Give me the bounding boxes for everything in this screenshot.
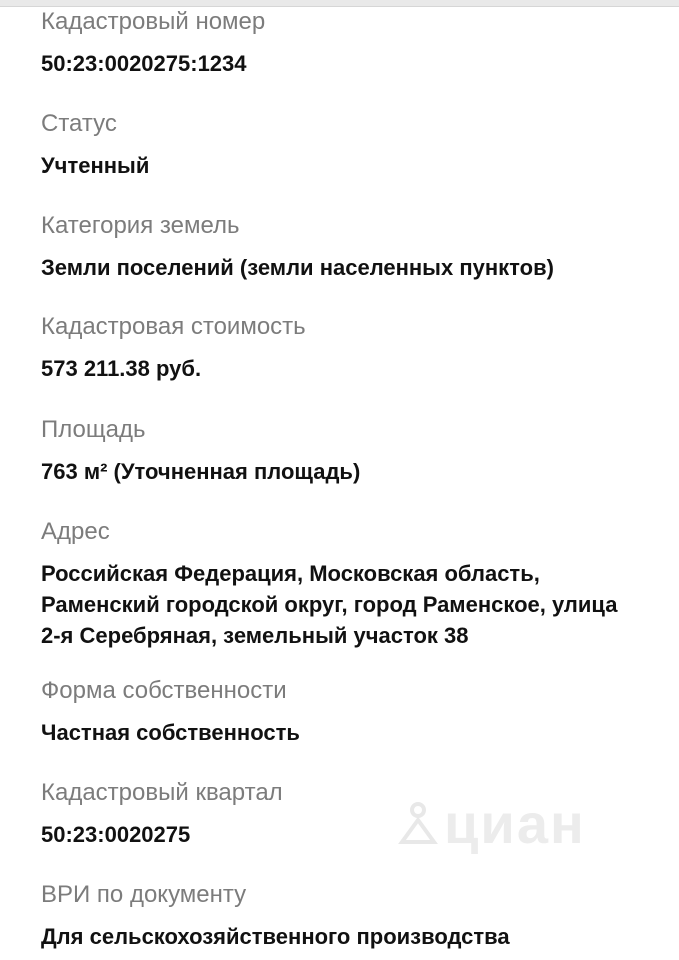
field-value: 50:23:0020275 bbox=[41, 822, 191, 847]
field-area bbox=[41, 416, 659, 487]
field-cadastral-quarter bbox=[41, 779, 659, 850]
watermark-text: циан bbox=[444, 792, 586, 855]
field-value: 50:23:0020275:1234 bbox=[41, 51, 247, 76]
field-label: Адрес bbox=[41, 518, 110, 545]
field-label: Кадастровый квартал bbox=[41, 779, 283, 806]
field-value: Частная собственность bbox=[41, 720, 300, 745]
field-address bbox=[41, 518, 659, 651]
field-label: Категория земель bbox=[41, 212, 240, 239]
field-label: Статус bbox=[41, 110, 117, 137]
field-label: Площадь bbox=[41, 416, 146, 443]
field-label: ВРИ по документу bbox=[41, 881, 247, 908]
field-value: 573 211.38 руб. bbox=[41, 356, 202, 381]
field-land-category bbox=[41, 212, 659, 283]
field-status bbox=[41, 110, 659, 181]
field-value: Земли поселений (земли населенных пунктов) bbox=[41, 255, 554, 280]
field-label: Кадастровый номер bbox=[41, 8, 266, 35]
field-value: Для сельскохозяйственного производства bbox=[41, 924, 510, 949]
field-permitted-use bbox=[41, 881, 659, 952]
field-cadastral-value bbox=[41, 313, 659, 384]
field-ownership-form bbox=[41, 677, 659, 748]
top-divider bbox=[0, 0, 679, 7]
field-value: 763 м² (Уточненная площадь) bbox=[41, 459, 361, 484]
field-label: Форма собственности bbox=[41, 677, 287, 704]
field-value: Российская Федерация, Московская область, Раменский городской округ, город Раменское, улица 2-я Серебряная, земельный участок 38 bbox=[41, 561, 618, 648]
field-value: Учтенный bbox=[41, 153, 150, 178]
field-label: Кадастровая стоимость bbox=[41, 313, 306, 340]
field-cadastral-number bbox=[41, 8, 659, 79]
